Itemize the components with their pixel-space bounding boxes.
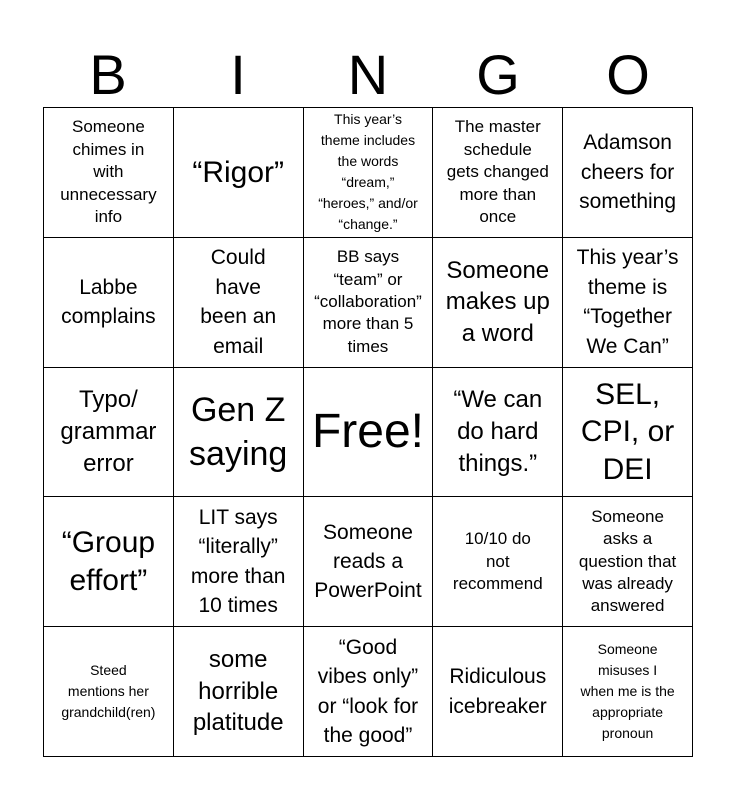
bingo-cell-r2c5[interactable] xyxy=(563,238,693,368)
bingo-cell-r2c1[interactable] xyxy=(44,238,174,368)
cell-text: some horrible platitude xyxy=(192,646,284,737)
bingo-cell-r4c3[interactable] xyxy=(304,497,434,627)
bingo-cell-r3c2[interactable] xyxy=(174,368,304,498)
bingo-cell-r3c1[interactable] xyxy=(44,368,174,498)
bingo-cell-r5c2[interactable] xyxy=(174,627,304,757)
cell-text: Someone reads a PowerPoint xyxy=(314,520,422,603)
cell-text: Adamson cheers for something xyxy=(579,131,677,214)
header-letter-i: I xyxy=(230,43,246,106)
cell-text: Could have been an email xyxy=(200,246,277,358)
cell-text: Typo/ grammar error xyxy=(60,386,157,477)
bingo-cell-r4c2[interactable] xyxy=(174,497,304,627)
bingo-cell-r3c4[interactable] xyxy=(433,368,563,498)
cell-text: Labbe complains xyxy=(61,275,156,329)
cell-text: Ridiculous icebreaker xyxy=(448,665,547,718)
cell-text: “We can do hard things.” xyxy=(453,386,543,477)
header-letter-n: N xyxy=(347,43,389,106)
bingo-cell-free[interactable] xyxy=(304,368,434,498)
bingo-cell-r1c3[interactable] xyxy=(304,108,434,238)
bingo-header xyxy=(43,42,693,108)
bingo-cell-r2c2[interactable] xyxy=(174,238,304,368)
cell-text: The master schedule gets changed more than once xyxy=(446,117,549,227)
header-letter-b: B xyxy=(89,43,127,106)
header-letter-g: G xyxy=(476,43,520,106)
cell-text: BB says “team” or “collaboration” more than 5 times xyxy=(314,247,422,356)
bingo-cell-r4c1[interactable] xyxy=(44,497,174,627)
bingo-cell-r5c4[interactable] xyxy=(433,627,563,757)
cell-text: Someone chimes in with unnecessary info xyxy=(60,117,157,227)
bingo-cell-r5c3[interactable] xyxy=(304,627,434,757)
cell-text: 10/10 do not recommend xyxy=(452,529,543,593)
cell-text: This year’s theme includes the words “dream,” “heroes,” and/or “change.” xyxy=(318,111,418,233)
bingo-cell-r4c5[interactable] xyxy=(563,497,693,627)
bingo-cell-r1c2[interactable] xyxy=(174,108,304,238)
cell-text: Steed mentions her grandchild(ren) xyxy=(61,662,156,721)
bingo-cell-r4c4[interactable] xyxy=(433,497,563,627)
bingo-cell-r2c3[interactable] xyxy=(304,238,434,368)
cell-text: Someone misuses I when me is the appropriate pronoun xyxy=(580,641,675,742)
bingo-cell-r1c5[interactable] xyxy=(563,108,693,238)
cell-text: “Rigor” xyxy=(192,155,285,189)
cell-text: Someone asks a question that was already answered xyxy=(578,506,677,616)
bingo-cell-r1c4[interactable] xyxy=(433,108,563,238)
bingo-cell-r5c5[interactable] xyxy=(563,627,693,757)
header-letter-o: O xyxy=(606,43,650,106)
cell-text: Gen Z saying xyxy=(189,390,288,473)
cell-text: SEL, CPI, or DEI xyxy=(580,377,675,486)
cell-text: Free! xyxy=(311,404,424,458)
cell-text: LIT says “literally” more than 10 times xyxy=(190,506,286,618)
bingo-cell-r2c4[interactable] xyxy=(433,238,563,368)
bingo-cell-r5c1[interactable] xyxy=(44,627,174,757)
cell-text: “Good vibes only” or “look for the good” xyxy=(317,635,419,747)
bingo-board xyxy=(43,107,693,757)
cell-text: This year’s theme is “Together We Can” xyxy=(576,246,679,358)
bingo-cell-r3c5[interactable] xyxy=(563,368,693,498)
bingo-cell-r1c1[interactable] xyxy=(44,108,174,238)
cell-text: Someone makes up a word xyxy=(445,256,550,348)
cell-text: “Group effort” xyxy=(61,526,156,597)
